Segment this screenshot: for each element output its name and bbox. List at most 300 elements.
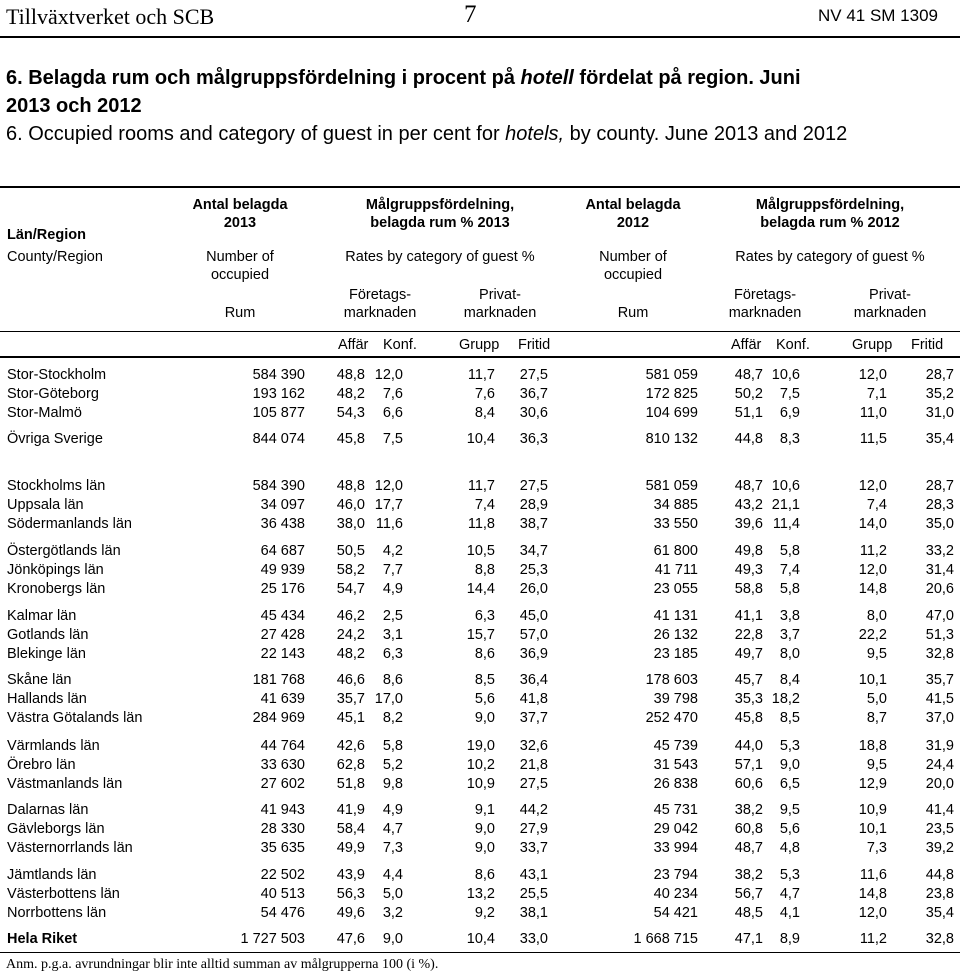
table-cell: 172 825 (645, 386, 698, 402)
table-cell: 24,4 (925, 757, 954, 773)
table-cell: 46,2 (336, 608, 365, 624)
col-occupied-2013: occupied (210, 267, 270, 283)
table-cell: 50,2 (734, 386, 763, 402)
table-cell: 8,4 (474, 405, 495, 421)
table-cell: 51,3 (925, 627, 954, 643)
table-cell: 36 438 (260, 516, 305, 532)
table-cell: 23,5 (925, 821, 954, 837)
table-cell: 8,0 (779, 646, 800, 662)
table-cell: 844 074 (252, 431, 305, 447)
table-cell: 9,5 (779, 802, 800, 818)
col-region-en: County/Region (7, 249, 103, 265)
table-cell: 35,0 (925, 516, 954, 532)
row-label: Jönköpings län (7, 562, 104, 578)
table-cell: 26,0 (519, 581, 548, 597)
table-cell: 27,9 (519, 821, 548, 837)
table-cell: 41,8 (519, 691, 548, 707)
table-cell: 60,8 (734, 821, 763, 837)
table-cell: 7,4 (866, 497, 887, 513)
table-cell: 35,4 (925, 431, 954, 447)
table-row (0, 905, 960, 924)
table-cell: 11,2 (859, 931, 887, 947)
table-cell: 22,8 (734, 627, 763, 643)
table-cell: 5,2 (382, 757, 403, 773)
table-cell: 11,2 (859, 543, 887, 559)
col-grupp-2013: Grupp (459, 337, 500, 353)
col-number-of-2012: Number of (599, 249, 667, 265)
table-cell: 4,7 (382, 821, 403, 837)
table-cell: 9,1 (474, 802, 495, 818)
table-cell: 10,1 (858, 672, 887, 688)
table-cell: 39,6 (734, 516, 763, 532)
col-marknaden-2012b: marknaden (853, 305, 927, 321)
table-cell: 9,5 (866, 646, 887, 662)
table-cell: 9,0 (474, 710, 495, 726)
table-cell: 3,1 (382, 627, 403, 643)
table-cell: 22,2 (858, 627, 887, 643)
table-cell: 45,8 (734, 710, 763, 726)
table-cell: 12,9 (858, 776, 887, 792)
table-cell: 64 687 (260, 543, 305, 559)
table-cell: 6,5 (779, 776, 800, 792)
row-label: Övriga Sverige (7, 431, 103, 447)
table-cell: 49,3 (734, 562, 763, 578)
table-cell: 9,0 (474, 840, 495, 856)
table-cell: 11,8 (467, 516, 495, 532)
table-cell: 28,7 (925, 478, 954, 494)
table-top-rule (0, 186, 960, 188)
table-cell: 41 131 (653, 608, 698, 624)
table-cell: 45,0 (519, 608, 548, 624)
table-cell: 10,5 (466, 543, 495, 559)
table-cell: 48,5 (734, 905, 763, 921)
table-cell: 45 731 (653, 802, 698, 818)
table-cell: 181 768 (252, 672, 305, 688)
table-cell: 8,8 (474, 562, 495, 578)
table-cell: 19,0 (466, 738, 495, 754)
table-cell: 8,4 (779, 672, 800, 688)
row-label: Stor-Göteborg (7, 386, 99, 402)
table-row (0, 627, 960, 646)
table-cell: 8,6 (382, 672, 403, 688)
footnote: Anm. p.g.a. avrundningar blir inte alltid summan av målgrupperna 100 (i %). (6, 957, 439, 972)
table-cell: 7,7 (382, 562, 403, 578)
table-cell: 4,4 (382, 867, 403, 883)
table-cell: 6,3 (474, 608, 495, 624)
row-label: Skåne län (7, 672, 72, 688)
table-cell: 39,2 (925, 840, 954, 856)
table-cell: 47,1 (734, 931, 763, 947)
table-cell: 10,9 (858, 802, 887, 818)
table-row (0, 516, 960, 535)
table-row (0, 821, 960, 840)
table-cell: 61 800 (653, 543, 698, 559)
row-label: Gotlands län (7, 627, 89, 643)
col-foretags-2012: Företags- (733, 287, 797, 303)
table-cell: 38,2 (734, 867, 763, 883)
table-cell: 5,8 (382, 738, 403, 754)
col-fritid-2013: Fritid (518, 337, 551, 353)
table-cell: 4,7 (779, 886, 800, 902)
col-affar-2013: Affär (338, 337, 369, 353)
subheader-rule (0, 331, 960, 332)
table-cell: 50,5 (336, 543, 365, 559)
title-swedish-line2: 2013 och 2012 (6, 95, 142, 117)
table-cell: 4,8 (779, 840, 800, 856)
table-cell: 8,9 (779, 931, 800, 947)
table-cell: 44,8 (925, 867, 954, 883)
table-cell: 4,2 (382, 543, 403, 559)
table-cell: 5,6 (474, 691, 495, 707)
row-label: Dalarnas län (7, 802, 89, 818)
table-cell: 41,9 (336, 802, 365, 818)
col-mg-2013: Målgruppsfördelning, (365, 197, 515, 213)
table-cell: 4,1 (779, 905, 800, 921)
table-cell: 54,3 (336, 405, 365, 421)
table-cell: 7,3 (866, 840, 887, 856)
table-cell: 33,0 (519, 931, 548, 947)
table-cell: 3,2 (382, 905, 403, 921)
table-cell: 10,4 (466, 431, 495, 447)
row-label: Hallands län (7, 691, 87, 707)
table-cell: 36,7 (519, 386, 548, 402)
col-foretags-2013: Företags- (348, 287, 412, 303)
table-cell: 32,8 (925, 931, 954, 947)
table-cell: 41 943 (260, 802, 305, 818)
table-cell: 49,6 (336, 905, 365, 921)
table-cell: 11,7 (467, 478, 495, 494)
table-cell: 9,0 (779, 757, 800, 773)
table-cell: 22 143 (260, 646, 305, 662)
table-cell: 5,6 (779, 821, 800, 837)
table-cell: 104 699 (645, 405, 698, 421)
table-cell: 584 390 (252, 478, 305, 494)
table-cell: 38,1 (519, 905, 548, 921)
table-cell: 14,0 (858, 516, 887, 532)
table-cell: 27,5 (519, 367, 548, 383)
row-label: Norrbottens län (7, 905, 107, 921)
table-cell: 26 838 (653, 776, 698, 792)
row-label: Östergötlands län (7, 543, 121, 559)
table-cell: 41 639 (260, 691, 305, 707)
table-cell: 11,0 (859, 405, 887, 421)
title-sv-part: 6. Belagda rum och målgruppsfördelning i procent på (6, 67, 521, 89)
table-cell: 33 550 (653, 516, 698, 532)
table-cell: 48,2 (336, 646, 365, 662)
table-cell: 28,3 (925, 497, 954, 513)
table-cell: 48,8 (336, 367, 365, 383)
row-label: Västmanlands län (7, 776, 123, 792)
table-cell: 12,0 (858, 367, 887, 383)
table-cell: 34,7 (519, 543, 548, 559)
table-row (0, 672, 960, 691)
table-cell: 31,4 (925, 562, 954, 578)
table-cell: 7,6 (474, 386, 495, 402)
table-cell: 54,7 (336, 581, 365, 597)
table-cell: 3,8 (779, 608, 800, 624)
table-cell: 41,4 (925, 802, 954, 818)
table-cell: 45 739 (653, 738, 698, 754)
table-cell: 35,7 (925, 672, 954, 688)
table-cell: 13,2 (466, 886, 495, 902)
table-cell: 34 097 (260, 497, 305, 513)
table-cell: 8,6 (474, 867, 495, 883)
col-marknaden-2013b: marknaden (463, 305, 537, 321)
table-cell: 27,5 (519, 478, 548, 494)
table-cell: 14,8 (858, 581, 887, 597)
table-cell: 9,2 (474, 905, 495, 921)
table-cell: 57,0 (519, 627, 548, 643)
table-cell: 54 476 (260, 905, 305, 921)
table-cell: 23,8 (925, 886, 954, 902)
table-cell: 33,7 (519, 840, 548, 856)
col-antal-2012-year: 2012 (616, 215, 650, 231)
table-cell: 48,7 (734, 478, 763, 494)
table-cell: 12,0 (374, 367, 403, 383)
table-cell: 17,7 (374, 497, 403, 513)
row-label: Stor-Malmö (7, 405, 82, 421)
table-cell: 48,2 (336, 386, 365, 402)
table-cell: 46,6 (336, 672, 365, 688)
table-cell: 284 969 (252, 710, 305, 726)
table-cell: 4,9 (382, 802, 403, 818)
col-antal-2012: Antal belagda (585, 197, 681, 213)
table-cell: 8,2 (382, 710, 403, 726)
table-cell: 31 543 (653, 757, 698, 773)
table-cell: 5,8 (779, 581, 800, 597)
table-cell: 10,9 (466, 776, 495, 792)
table-cell: 27,5 (519, 776, 548, 792)
table-cell: 43,2 (734, 497, 763, 513)
table-cell: 5,0 (382, 886, 403, 902)
table-cell: 35,7 (336, 691, 365, 707)
table-cell: 47,0 (925, 608, 954, 624)
table-cell: 36,9 (519, 646, 548, 662)
table-cell: 26 132 (653, 627, 698, 643)
table-cell: 7,5 (779, 386, 800, 402)
table-cell: 33 994 (653, 840, 698, 856)
table-cell: 11,6 (859, 867, 887, 883)
table-cell: 8,5 (474, 672, 495, 688)
table-cell: 43,1 (519, 867, 548, 883)
table-cell: 7,4 (779, 562, 800, 578)
table-cell: 56,3 (336, 886, 365, 902)
table-cell: 58,4 (336, 821, 365, 837)
table-cell: 35,3 (734, 691, 763, 707)
table-cell: 7,6 (382, 386, 403, 402)
table-cell: 22 502 (260, 867, 305, 883)
table-row (0, 931, 960, 950)
col-privat-2013: Privat- (479, 287, 521, 303)
col-mg-2012: Målgruppsfördelning, (755, 197, 905, 213)
col-mg-2013-sub: belagda rum % 2013 (370, 215, 510, 231)
table-cell: 48,8 (336, 478, 365, 494)
table-row (0, 840, 960, 859)
table-cell: 21,8 (519, 757, 548, 773)
table-cell: 36,4 (519, 672, 548, 688)
table-cell: 10,2 (466, 757, 495, 773)
title-en-part: by county. June 2013 and 2012 (564, 123, 848, 145)
title-sv-part: fördelat på region. Juni (573, 67, 801, 89)
table-cell: 58,8 (734, 581, 763, 597)
table-cell: 31,0 (925, 405, 954, 421)
table-bottom-rule (0, 952, 960, 953)
table-cell: 15,7 (466, 627, 495, 643)
row-label: Kalmar län (7, 608, 77, 624)
table-cell: 12,0 (858, 562, 887, 578)
table-cell: 7,4 (474, 497, 495, 513)
report-id: NV 41 SM 1309 (817, 6, 938, 25)
table-cell: 29 042 (653, 821, 698, 837)
table-cell: 11,6 (375, 516, 403, 532)
table-cell: 5,3 (779, 738, 800, 754)
table-cell: 21,1 (771, 497, 800, 513)
table-cell: 25,5 (519, 886, 548, 902)
table-cell: 60,6 (734, 776, 763, 792)
row-label: Hela Riket (7, 931, 78, 947)
table-cell: 40 513 (260, 886, 305, 902)
table-cell: 8,7 (866, 710, 887, 726)
table-cell: 32,8 (925, 646, 954, 662)
table-cell: 48,7 (734, 367, 763, 383)
table-row (0, 431, 960, 450)
row-label: Västernorrlands län (7, 840, 133, 856)
table-cell: 10,4 (466, 931, 495, 947)
table-cell: 56,7 (734, 886, 763, 902)
row-label: Västerbottens län (7, 886, 120, 902)
table-cell: 27 602 (260, 776, 305, 792)
col-rum-2012: Rum (617, 305, 649, 321)
table-cell: 38,2 (734, 802, 763, 818)
table-cell: 25,3 (519, 562, 548, 578)
table-cell: 23 794 (653, 867, 698, 883)
publisher: Tillväxtverket och SCB (6, 4, 215, 29)
table-cell: 28 330 (260, 821, 305, 837)
table-cell: 49,8 (734, 543, 763, 559)
table-cell: 10,6 (771, 478, 800, 494)
col-fritid-2012: Fritid (911, 337, 944, 353)
table-row (0, 386, 960, 405)
title-en-italic: hotels, (505, 123, 565, 145)
table-cell: 38,7 (519, 516, 548, 532)
col-privat-2012: Privat- (869, 287, 911, 303)
table-cell: 44,8 (734, 431, 763, 447)
table-row (0, 867, 960, 886)
table-cell: 42,6 (336, 738, 365, 754)
table-cell: 36,3 (519, 431, 548, 447)
row-label: Uppsala län (7, 497, 84, 513)
col-region-sv: Län/Region (7, 227, 86, 243)
table-cell: 4,9 (382, 581, 403, 597)
table-cell: 105 877 (252, 405, 305, 421)
table-row (0, 710, 960, 729)
page-number: 7 (464, 1, 477, 28)
table-cell: 47,6 (336, 931, 365, 947)
table-row (0, 581, 960, 600)
table-cell: 18,2 (771, 691, 800, 707)
table-cell: 44,2 (519, 802, 548, 818)
table-cell: 5,0 (866, 691, 887, 707)
table-cell: 14,8 (858, 886, 887, 902)
table-cell: 7,3 (382, 840, 403, 856)
table-row (0, 405, 960, 424)
table-cell: 51,8 (336, 776, 365, 792)
col-number-of-2013: Number of (206, 249, 274, 265)
table-cell: 1 668 715 (633, 931, 698, 947)
table-cell: 49,9 (336, 840, 365, 856)
table-cell: 14,4 (466, 581, 495, 597)
table-row (0, 776, 960, 795)
table-cell: 7,1 (866, 386, 887, 402)
table-cell: 7,5 (382, 431, 403, 447)
table-cell: 11,5 (859, 431, 887, 447)
table-cell: 2,5 (382, 608, 403, 624)
row-label: Stor-Stockholm (7, 367, 107, 383)
table-cell: 58,2 (336, 562, 365, 578)
table-cell: 581 059 (645, 367, 698, 383)
col-konf-2012: Konf. (776, 337, 810, 353)
table-cell: 9,5 (866, 757, 887, 773)
table-cell: 3,7 (779, 627, 800, 643)
table-cell: 5,8 (779, 543, 800, 559)
table-cell: 6,3 (382, 646, 403, 662)
table-row (0, 497, 960, 516)
table-cell: 11,4 (772, 516, 800, 532)
table-cell: 31,9 (925, 738, 954, 754)
table-row (0, 757, 960, 776)
table-cell: 9,8 (382, 776, 403, 792)
table-cell: 12,0 (858, 478, 887, 494)
table-cell: 46,0 (336, 497, 365, 513)
table-cell: 51,1 (734, 405, 763, 421)
col-affar-2012: Affär (731, 337, 762, 353)
row-label: Stockholms län (7, 478, 106, 494)
col-occupied-2012: occupied (603, 267, 663, 283)
table-cell: 33,2 (925, 543, 954, 559)
table-cell: 17,0 (374, 691, 403, 707)
table-cell: 6,6 (382, 405, 403, 421)
table-cell: 48,7 (734, 840, 763, 856)
table-row (0, 691, 960, 710)
table-cell: 49 939 (260, 562, 305, 578)
row-label: Blekinge län (7, 646, 86, 662)
table-cell: 12,0 (374, 478, 403, 494)
table-cell: 27 428 (260, 627, 305, 643)
table-cell: 35,4 (925, 905, 954, 921)
row-label: Kronobergs län (7, 581, 106, 597)
table-row (0, 646, 960, 665)
table-cell: 30,6 (519, 405, 548, 421)
table-cell: 45,8 (336, 431, 365, 447)
page-header (0, 0, 960, 38)
table-cell: 28,9 (519, 497, 548, 513)
table-cell: 178 603 (645, 672, 698, 688)
table-row (0, 802, 960, 821)
table-cell: 10,6 (771, 367, 800, 383)
table-row (0, 562, 960, 581)
table-cell: 37,7 (519, 710, 548, 726)
table-cell: 24,2 (336, 627, 365, 643)
col-rum-2013: Rum (224, 305, 256, 321)
table-cell: 62,8 (336, 757, 365, 773)
table-cell: 10,1 (858, 821, 887, 837)
col-mg-2012-sub: belagda rum % 2012 (760, 215, 900, 231)
table-cell: 44,0 (734, 738, 763, 754)
col-rates-2012: Rates by category of guest % (735, 249, 925, 265)
table-cell: 9,0 (382, 931, 403, 947)
title-swedish (6, 64, 801, 92)
title-english (6, 120, 906, 148)
